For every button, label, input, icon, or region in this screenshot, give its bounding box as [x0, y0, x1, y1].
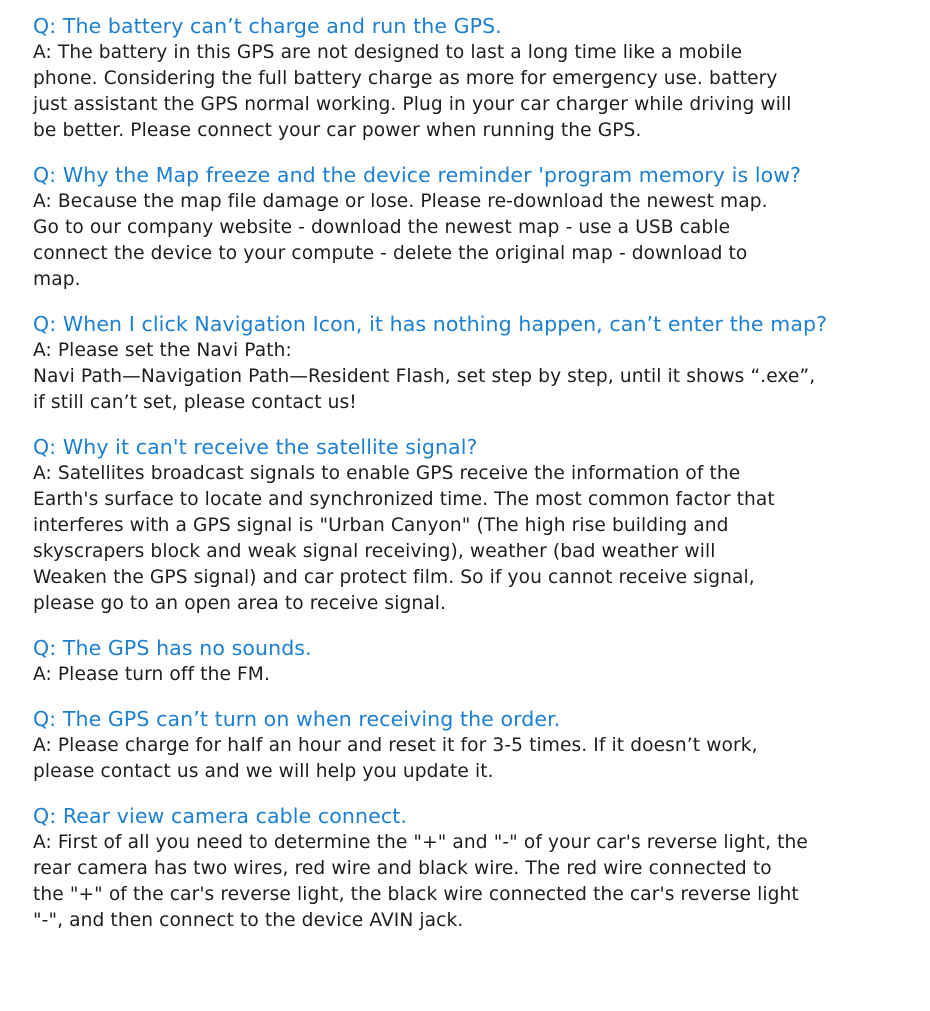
faq-answer	[33, 189, 913, 293]
answer-line: Navi Path—Navigation Path—Resident Flash, set step by step, until it shows “.exe”,	[33, 366, 816, 387]
faq-item-satellite-signal	[33, 433, 913, 617]
faq-answer	[33, 662, 913, 688]
faq-question: Q: The GPS has no sounds.	[33, 636, 312, 660]
faq-question: Q: When I click Navigation Icon, it has nothing happen, can’t enter the map?	[33, 312, 828, 336]
answer-line: be better. Please connect your car power when running the GPS.	[33, 120, 642, 141]
answer-line: phone. Considering the full battery charge as more for emergency use. battery	[33, 68, 778, 89]
faq-item-no-sounds	[33, 634, 913, 688]
answer-line: the "+" of the car's reverse light, the black wire connected the car's reverse light	[33, 884, 799, 905]
faq-question: Q: Rear view camera cable connect.	[33, 804, 407, 828]
faq-question: Q: The battery can’t charge and run the GPS.	[33, 14, 502, 38]
faq-item-battery	[33, 12, 913, 144]
faq-answer	[33, 733, 913, 785]
answer-line: interferes with a GPS signal is "Urban Canyon" (The high rise building and	[33, 515, 729, 536]
answer-line: A: Please turn off the FM.	[33, 664, 270, 685]
answer-line: rear camera has two wires, red wire and black wire. The red wire connected to	[33, 858, 772, 879]
faq-question: Q: The GPS can’t turn on when receiving the order.	[33, 707, 561, 731]
faq-answer	[33, 338, 913, 416]
answer-line: A: Please charge for half an hour and reset it for 3-5 times. If it doesn’t work,	[33, 735, 758, 756]
faq-list	[33, 12, 913, 951]
answer-line: map.	[33, 269, 81, 290]
answer-line: please contact us and we will help you update it.	[33, 761, 494, 782]
faq-answer	[33, 40, 913, 144]
answer-line: just assistant the GPS normal working. Plug in your car charger while driving will	[33, 94, 792, 115]
answer-line: skyscrapers block and weak signal receiving), weather (bad weather will	[33, 541, 716, 562]
faq-item-navigation-icon	[33, 310, 913, 416]
answer-line: A: The battery in this GPS are not designed to last a long time like a mobile	[33, 42, 743, 63]
answer-line: Weaken the GPS signal) and car protect film. So if you cannot receive signal,	[33, 567, 755, 588]
answer-line: A: Because the map file damage or lose. Please re-download the newest map.	[33, 191, 768, 212]
faq-question: Q: Why it can't receive the satellite signal?	[33, 435, 478, 459]
answer-line: Go to our company website - download the newest map - use a USB cable	[33, 217, 731, 238]
answer-line: please go to an open area to receive signal.	[33, 593, 447, 614]
faq-answer	[33, 461, 913, 617]
answer-line: A: Satellites broadcast signals to enable GPS receive the information of the	[33, 463, 741, 484]
answer-line: if still can’t set, please contact us!	[33, 392, 357, 413]
answer-line: A: First of all you need to determine the "+" and "-" of your car's reverse light, the	[33, 832, 808, 853]
faq-question: Q: Why the Map freeze and the device reminder 'program memory is low?	[33, 163, 802, 187]
answer-line: connect the device to your compute - delete the original map - download to	[33, 243, 748, 264]
faq-item-map-freeze	[33, 161, 913, 293]
answer-line: A: Please set the Navi Path:	[33, 340, 292, 361]
faq-answer	[33, 830, 913, 934]
answer-line: Earth's surface to locate and synchronized time. The most common factor that	[33, 489, 775, 510]
faq-item-cant-turn-on	[33, 705, 913, 785]
answer-line: "-", and then connect to the device AVIN jack.	[33, 910, 464, 931]
faq-item-rear-camera	[33, 802, 913, 934]
